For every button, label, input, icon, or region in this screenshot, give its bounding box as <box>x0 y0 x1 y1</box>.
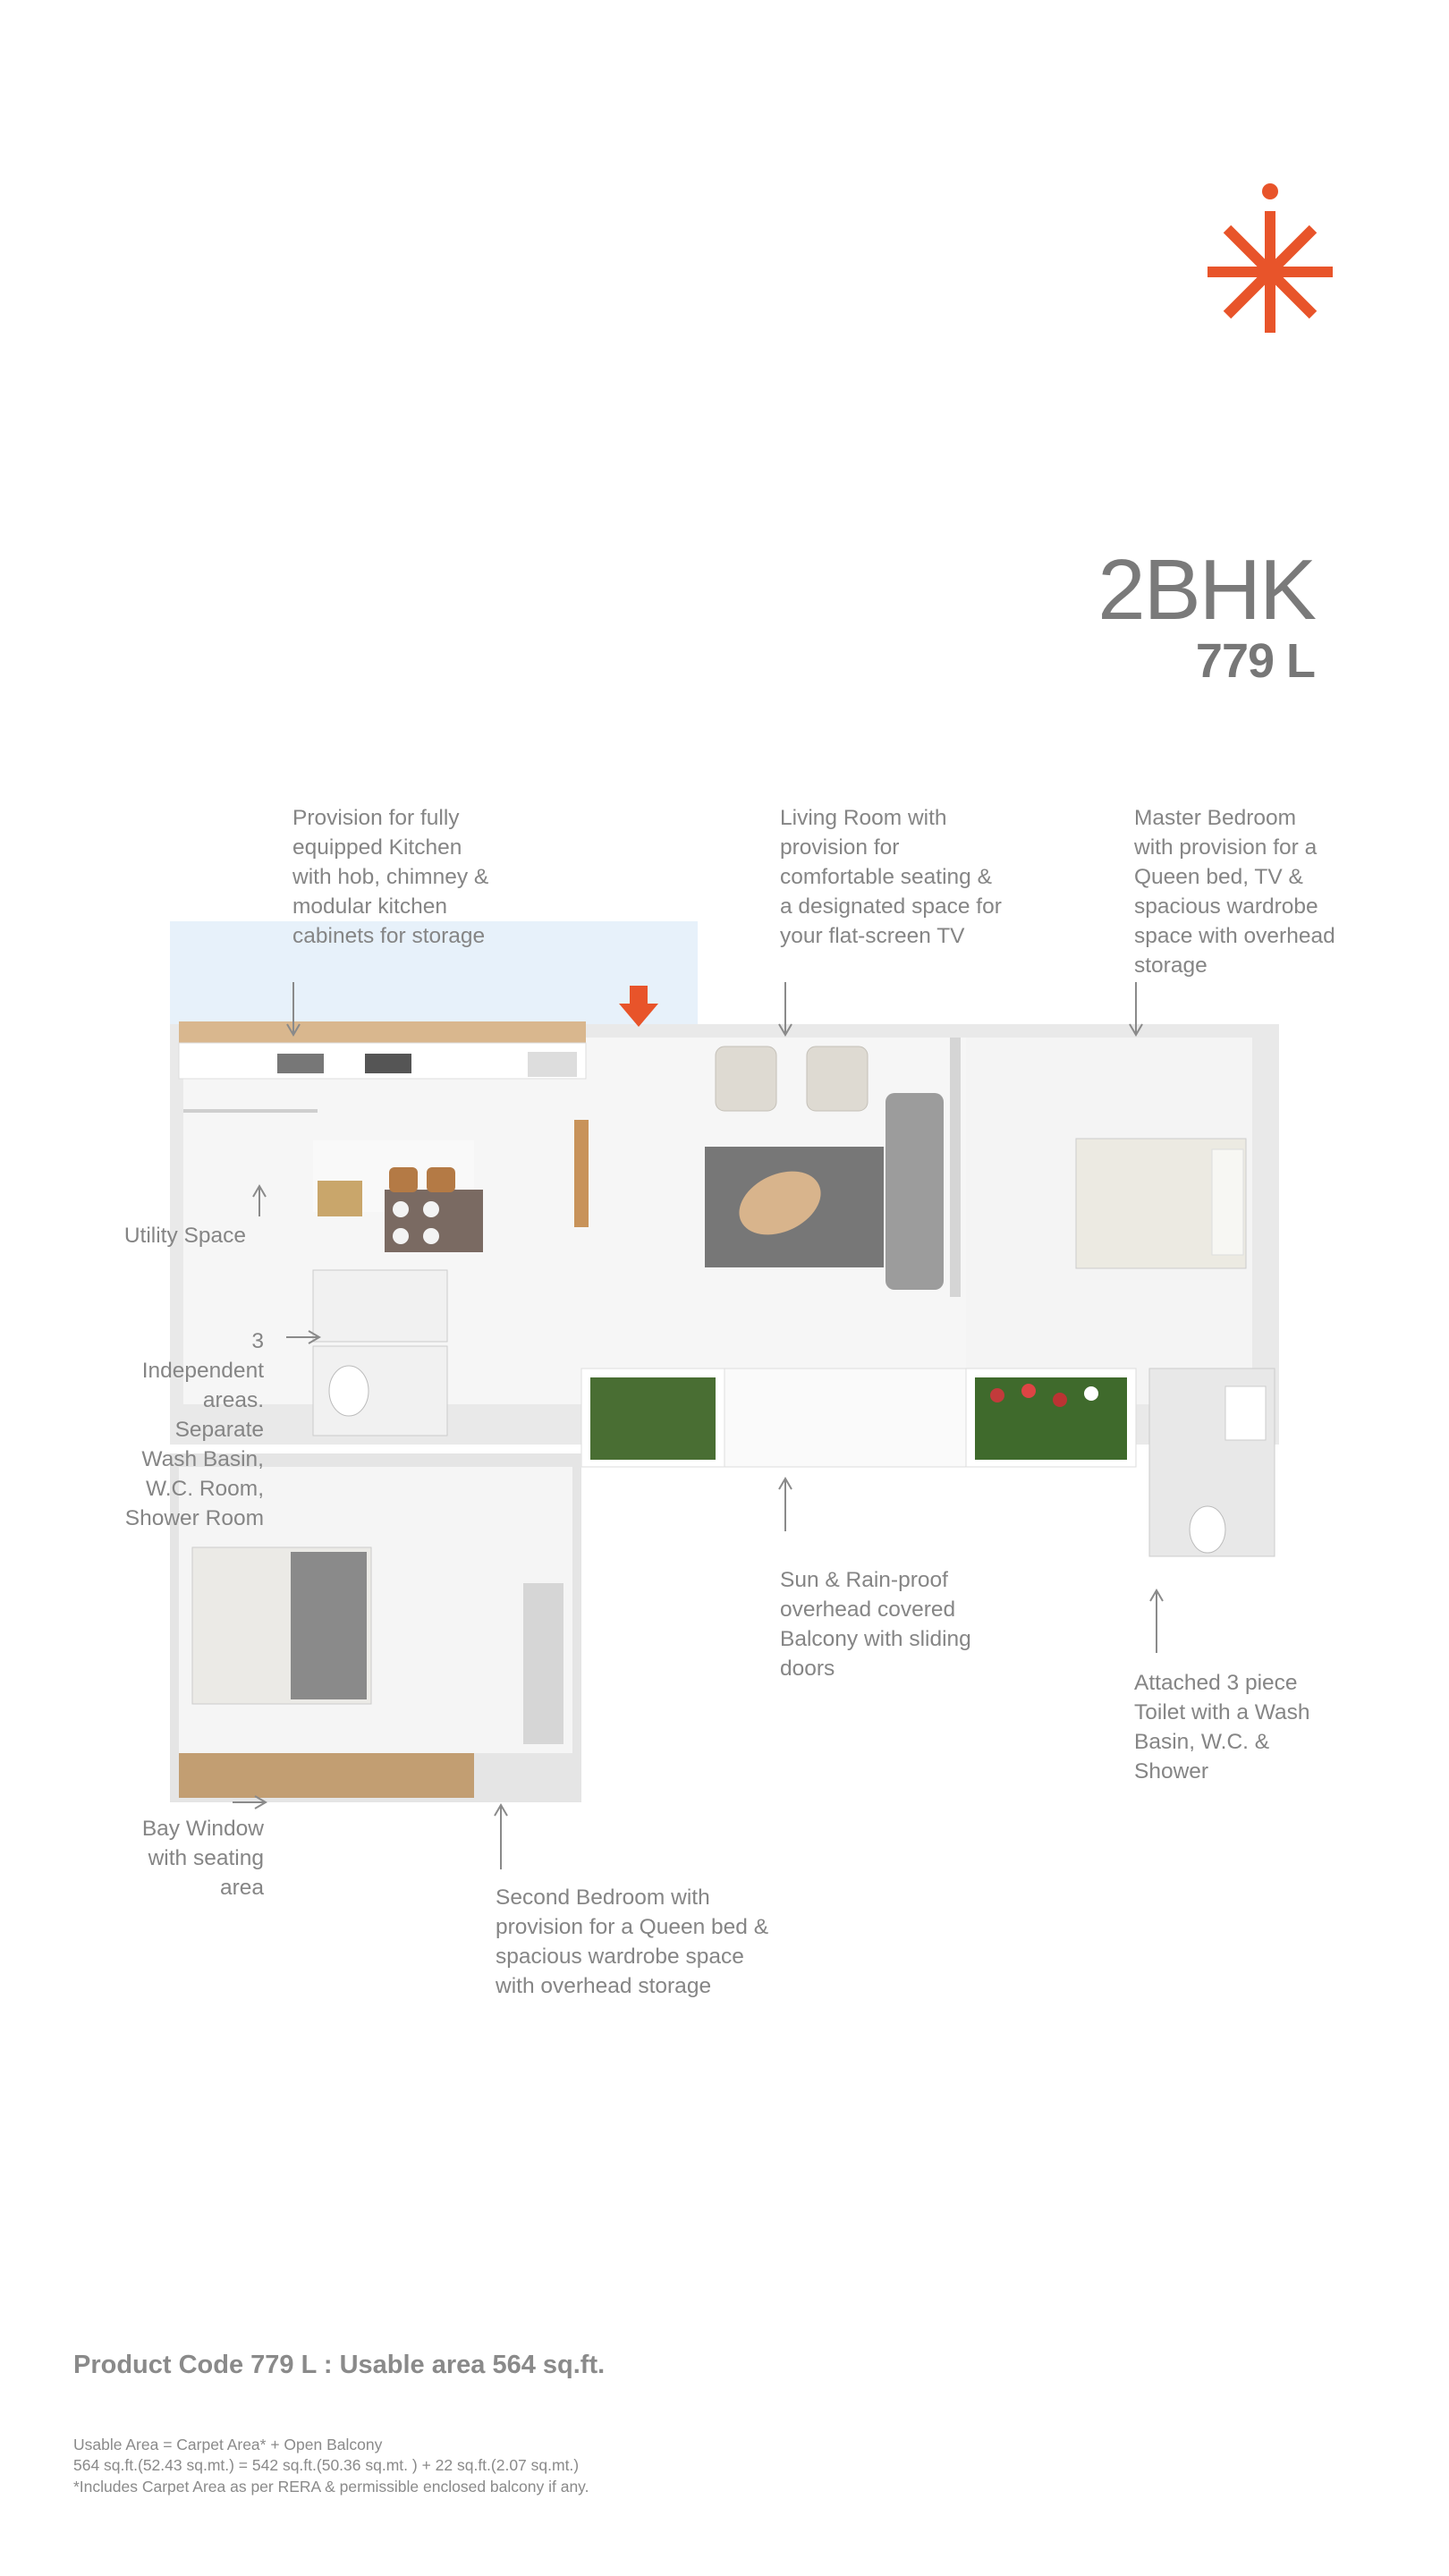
carpet-area-note: *Includes Carpet Area as per RERA & permissible enclosed balcony if any. <box>73 2478 589 2496</box>
master-bedroom-callout: Master Bedroom with provision for a Queen bed, TV & spacious wardrobe space with overhead storage <box>1134 806 1335 978</box>
usable-area-values: 564 sq.ft.(52.43 sq.mt.) = 542 sq.ft.(50.36 sq.mt. ) + 22 sq.ft.(2.07 sq.mt.) <box>73 2456 580 2474</box>
living-room-callout: Living Room with provision for comfortable seating & a designated space for your flat-screen TV <box>780 806 1002 948</box>
asterisk-logo-icon <box>1208 179 1333 340</box>
independent-areas-callout: 3 Independent areas. Separate Wash Basin, W.C. Room, Shower Room <box>124 1329 264 1530</box>
floor-plan <box>170 921 1279 1816</box>
balcony-callout: Sun & Rain-proof overhead covered Balcony with sliding doors <box>780 1568 971 1681</box>
unit-type-title: 2BHK <box>1097 542 1315 638</box>
utility-space-callout: Utility Space <box>123 1224 246 1248</box>
kitchen-callout: Provision for fully equipped Kitchen with hob, chimney & modular kitchen cabinets for storage <box>292 806 489 948</box>
usable-area-formula: Usable Area = Carpet Area* + Open Balcony <box>73 2436 383 2453</box>
product-code-title: Product Code 779 L : Usable area 564 sq.ft. <box>73 2351 606 2379</box>
attached-toilet-callout: Attached 3 piece Toilet with a Wash Basin, W.C. & Shower <box>1134 1671 1310 1784</box>
unit-code: 779 L <box>1195 634 1315 688</box>
second-bedroom-callout: Second Bedroom with provision for a Queen bed & spacious wardrobe space with overhead storage <box>496 1885 769 1998</box>
bay-window-callout: Bay Window with seating area <box>141 1817 264 1900</box>
